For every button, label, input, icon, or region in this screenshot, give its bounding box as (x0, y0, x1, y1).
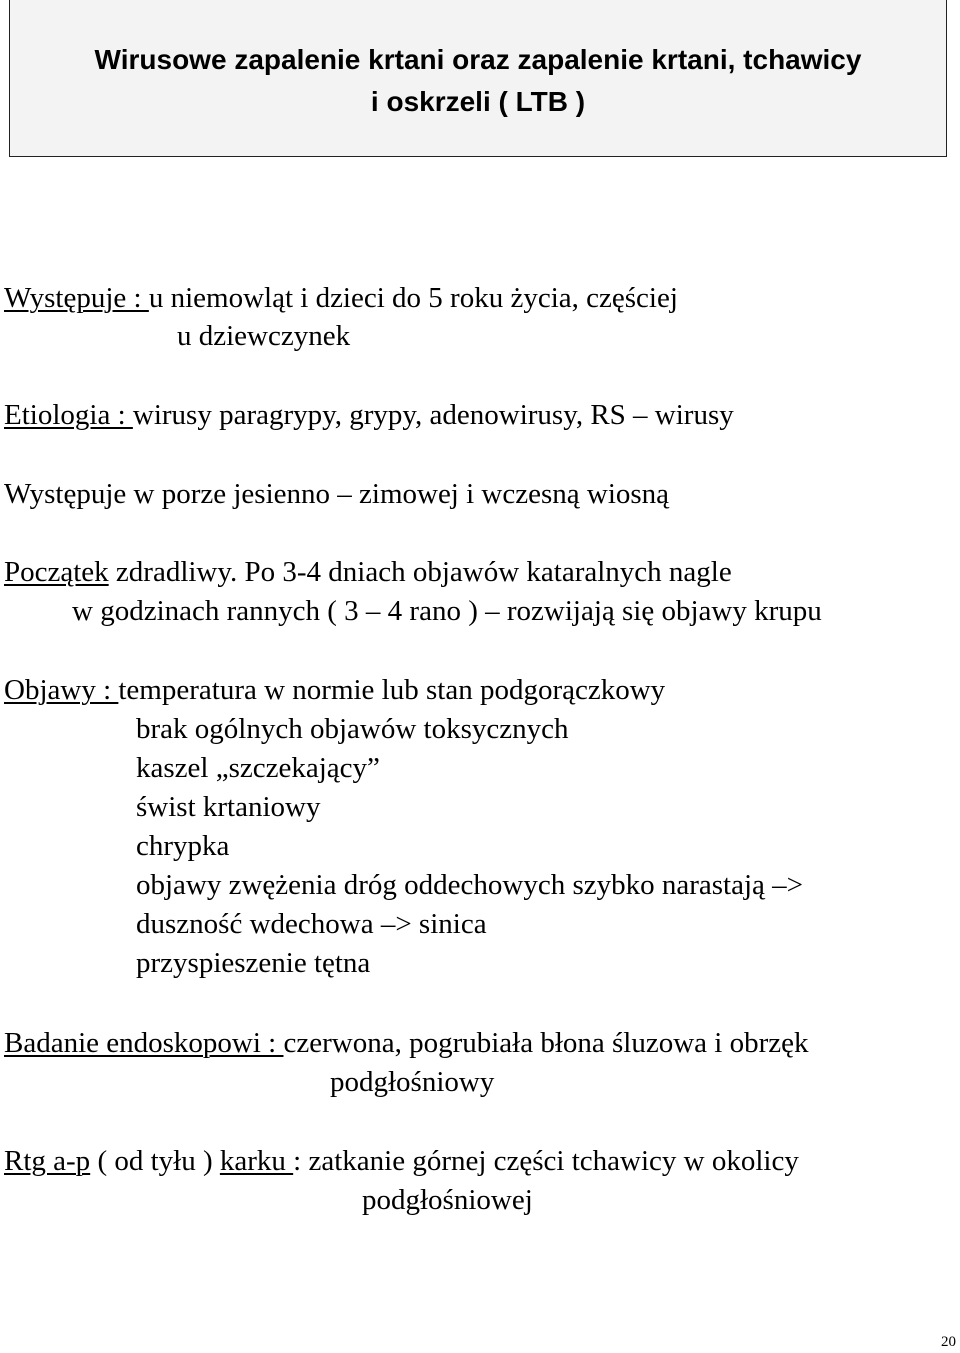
endoscopy-line-2: podgłośniowy (330, 1066, 495, 1098)
symptom-item-1: temperatura w normie lub stan podgorączkowy (118, 674, 666, 706)
onset-text-1: zdradliwy. Po 3-4 dniach objawów kataralnych nagle (108, 556, 732, 588)
xray-text-1: : zatkanie górnej części tchawicy w okolicy (293, 1145, 799, 1177)
xray-label-2: karku (219, 1145, 294, 1177)
occurrence-text-1: u niemowląt i dzieci do 5 roku życia, częściej (148, 282, 678, 314)
season-line: Występuje w porze jesienno – zimowej i wczesną wiosną (4, 478, 670, 510)
endoscopy-line-1 (4, 1025, 809, 1061)
page-number: 20 (941, 1334, 956, 1350)
occurrence-label: Występuje : (4, 282, 149, 314)
xray-mid: ( od tyłu ) (90, 1145, 220, 1177)
symptoms-label: Objawy : (4, 674, 119, 706)
occurrence-line-2: u dziewczynek (177, 320, 351, 352)
xray-line-1 (4, 1143, 799, 1179)
symptom-item-2: brak ogólnych objawów toksycznych (136, 713, 569, 745)
symptom-item-4: świst krtaniowy (136, 791, 321, 823)
etiology-text: wirusy paragrypy, grypy, adenowirusy, RS – wirusy (132, 399, 734, 431)
symptom-item-7: duszność wdechowa –> sinica (136, 908, 487, 940)
symptom-item-6: objawy zwężenia dróg oddechowych szybko narastają –> (136, 869, 803, 901)
occurrence-line-1 (4, 280, 678, 316)
symptom-item-5: chrypka (136, 830, 230, 862)
title-line-1: Wirusowe zapalenie krtani oraz zapalenie krtani, tchawicy (94, 44, 862, 75)
onset-line-1 (4, 554, 732, 590)
etiology-label: Etiologia : (4, 399, 133, 431)
endoscopy-text-1: czerwona, pogrubiała błona śluzowa i obrzęk (283, 1027, 809, 1059)
etiology-line (4, 397, 734, 433)
xray-line-2: podgłośniowej (362, 1184, 533, 1216)
title-box (9, 0, 947, 157)
xray-label-1: Rtg a-p (4, 1145, 91, 1177)
title-line-2: i oskrzeli ( LTB ) (370, 86, 586, 117)
symptoms-line-1 (4, 672, 665, 708)
endoscopy-label: Badanie endoskopowi : (4, 1027, 284, 1059)
symptom-item-8: przyspieszenie tętna (136, 947, 371, 979)
onset-label: Początek (4, 556, 109, 588)
symptom-item-3: kaszel „szczekający” (136, 752, 380, 784)
onset-line-2: w godzinach rannych ( 3 – 4 rano ) – rozwijają się objawy krupu (72, 595, 822, 627)
